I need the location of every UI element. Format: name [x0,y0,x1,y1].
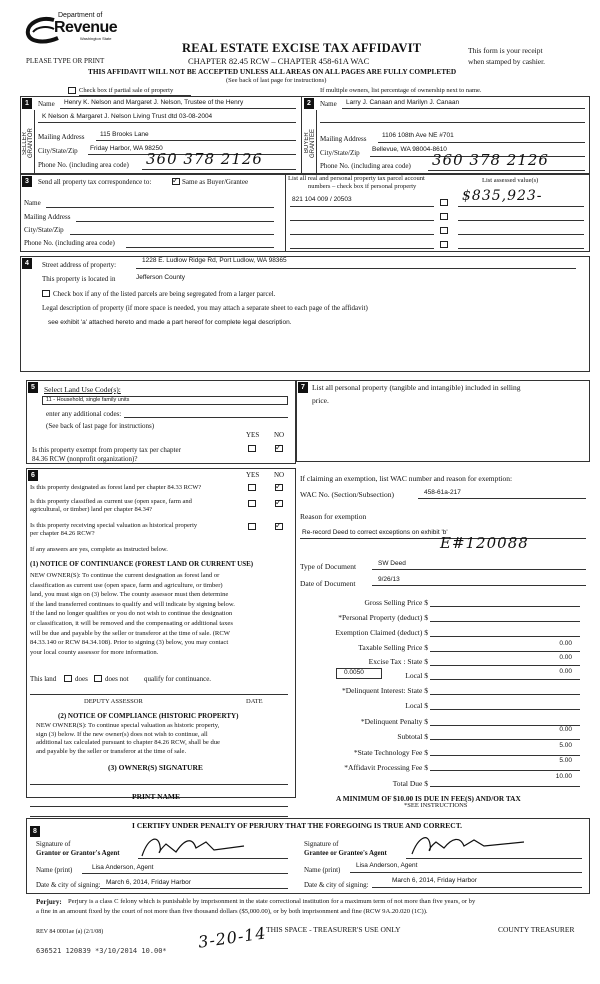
forest-yes-checkbox[interactable] [248,484,256,491]
legal-description: see exhibit 'a' attached hereto and made a part hereof for complete legal description. [48,319,292,326]
delinquent-local-label: Local $ [405,701,428,710]
corr-city-label: City/State/Zip [24,226,64,234]
seller-phone-label: Phone No. (including area code) [38,161,129,169]
personal-property-label-1: List all personal property (tangible and intangible) included in selling [312,383,521,392]
located-label: This property is located in [42,275,116,283]
notice-1-line: your local county assessor for more information. [30,648,159,656]
delinquent-state-label: *Delinquent Interest: State $ [341,686,428,695]
section-2-number: 2 [304,98,314,109]
grantee-date: March 6, 2014, Friday Harbor [392,877,477,884]
local-rate: 0.0050 [344,669,364,676]
tech-fee-label: *State Technology Fee $ [353,748,428,757]
if-yes-note: If any answers are yes, complete as instructed below. [30,546,168,553]
corr-mailing-label: Mailing Address [24,213,71,221]
notice-2-line: and payable by the seller or transferor at the time of sale. [36,747,187,755]
print-name: PRINT NAME [132,792,180,801]
buyer-phone-label: Phone No. (including area code) [320,162,411,170]
buyer-city: Bellevue, WA 98004-8610 [372,146,447,153]
grantor-sig-label-2: Grantor or Grantor's Agent [36,849,120,857]
section-3-number: 3 [22,176,32,187]
exemption-label: If claiming an exemption, list WAC number and reason for exemption: [300,474,513,483]
street-label: Street address of property: [42,261,117,269]
notice-1-line: if the land transferred continues to qualify and will indicate by signing below. [30,600,235,608]
form-chapter: CHAPTER 82.45 RCW – CHAPTER 458-61A WAC [188,56,370,66]
exempt-question-2: 84.36 RCW (nonprofit organization)? [32,455,138,463]
historic-question-2: per chapter 84.26 RCW? [30,530,95,537]
grantee-sig-label-1: Signature of [304,840,339,848]
corr-phone-label: Phone No. (including area code) [24,239,115,247]
deputy-date: DATE [246,698,263,705]
doc-type-label: Type of Document [300,562,357,571]
doc-date: 9/26/13 [378,576,400,583]
land-use-label: Select Land Use Code(s): [44,385,121,394]
buyer-city-label: City/State/Zip [320,149,360,157]
exemption-stamp: E#120088 [440,534,529,552]
proc-fee-value: 5.00 [559,757,572,764]
exemption-claimed-label: Exemption Claimed (deduct) $ [335,628,428,637]
reason-text: Re-record Deed to correct exceptions on exhibit 'b' [302,529,448,536]
notice-1-line: If the land no longer qualifies or you do not wish to continue the designation [30,610,233,618]
gross-label: Gross Selling Price $ [364,598,428,607]
wac-number: 458-61a-217 [424,489,461,496]
same-as-buyer-label: Same as Buyer/Grantee [182,178,249,186]
property-box [20,256,590,372]
delinquent-penalty-label: *Delinquent Penalty $ [360,717,428,726]
grantee-name: Lisa Anderson, Agent [356,862,418,869]
receipt-note-1: This form is your receipt [468,46,543,55]
street-address: 1228 E. Ludlow Ridge Rd, Port Ludlow, WA 98365 [142,257,287,264]
section-5-number: 5 [28,382,38,393]
notice-1-line: NEW OWNER(S): To continue the current designation as forest land or [30,572,220,579]
parcels-header-1: List all real and personal property tax parcel account [288,175,425,182]
same-as-buyer-check-icon: ✓ [172,176,179,185]
notice-2-line: additional tax calculated pursuant to chapter 84.26 RCW, shall be due [36,739,220,747]
section-1-number: 1 [22,98,32,109]
doc-type: SW Deed [378,560,406,567]
partial-sale-checkbox[interactable] [68,87,76,94]
seller-name: Henry K. Nelson and Margaret J. Nelson, Trustee of the Henry [64,99,244,106]
does-not-checkbox[interactable] [94,675,102,682]
notice-1-line: classification as current use (open space, farm and agriculture, or timber) [30,581,223,589]
taxable-label: Taxable Selling Price $ [358,643,428,652]
deputy-assessor: DEPUTY ASSESSOR [84,698,143,705]
notice-2-body [36,722,220,756]
wac-label: WAC No. (Section/Subsection) [300,490,394,499]
owners-signature: (3) OWNER(S) SIGNATURE [108,763,203,772]
seller-name-label: Name [38,100,55,108]
does-label: does [75,675,88,683]
form-title: REAL ESTATE EXCISE TAX AFFIDAVIT [182,41,422,55]
seller-phone: 360 378 2126 [146,150,263,168]
seller-name-2: K Nelson & Margaret J. Nelson Living Trust dtd 03-08-2004 [42,113,213,120]
seller-city-label: City/State/Zip [38,147,78,155]
personal-property-label-2: price. [312,396,329,405]
grantee-name-label: Name (print) [304,866,341,874]
additional-codes-label: enter any additional codes: [46,410,122,418]
please-type: PLEASE TYPE OR PRINT [26,57,105,65]
certify-statement: I CERTIFY UNDER PENALTY OF PERJURY THAT THE FOREGOING IS TRUE AND CORRECT. [132,821,463,830]
assessed-value: $835,923- [462,188,543,204]
section-6-number: 6 [28,470,38,481]
receipt-line: 636521 120839 *3/10/2014 10.00* [36,947,167,955]
sec5-no: NO [274,431,285,439]
personal-property-box [296,380,590,462]
sec5-yes: YES [246,431,260,439]
grantor-date-label: Date & city of signing: [36,881,101,889]
grantor-date: March 6, 2014, Friday Harbor [106,879,191,886]
logo [24,10,124,58]
county-treasurer: COUNTY TREASURER [498,925,575,934]
perjury-label: Perjury: [36,898,62,906]
land-use-see-back: (See back of last page for instructions) [46,422,155,430]
total-value: 10.00 [555,773,572,780]
buyer-name: Larry J. Canaan and Marilyn J. Canaan [346,99,460,106]
rev-number: REV 84 0001ae (a) (2/1/08) [36,929,104,935]
segregated-checkbox[interactable] [42,290,50,297]
local-label: Local $ [405,671,428,680]
buyer-side-label: BUYER GRANTEE [304,128,316,158]
this-land-label: This land [30,675,57,683]
section-4-number: 4 [22,258,32,269]
minimum-fee: A MINIMUM OF $10.00 IS DUE IN FEE(S) AND/OR TAX [336,794,521,803]
historic-yes-checkbox[interactable] [248,523,256,530]
segregated-label: Check box if any of the listed parcels are being segregated from a larger parcel. [53,290,276,298]
see-back: (See back of last page for instructions) [226,77,327,84]
receipt-note-2: when stamped by cashier. [468,57,546,66]
logo-word: Revenue [54,19,118,36]
notice-1-line: land, you must sign on (3) below. The county assessor must then determine [30,591,229,599]
logo-dept: Department of [58,12,103,19]
seller-mailing: 115 Brooks Lane [100,131,149,138]
proc-fee-label: *Affidavit Processing Fee $ [344,763,428,772]
multiple-owners: If multiple owners, list percentage of ownership next to name. [320,87,482,94]
subtotal-value: 0.00 [559,726,572,733]
qualify-label: qualify for continuance. [144,675,212,683]
grantor-name-label: Name (print) [36,866,73,874]
grantee-sig-label-2: Grantee or Grantee's Agent [304,849,387,857]
buyer-name-label: Name [320,100,337,108]
handwritten-date: 3-20-14 [196,923,268,952]
personal-property-checkbox-2[interactable] [440,213,448,220]
grantor-sig-label-1: Signature of [36,840,71,848]
personal-property-checkbox-4[interactable] [440,241,448,248]
doc-date-label: Date of Document [300,579,356,588]
seller-side-label: SELLER GRANTOR [22,128,34,158]
personal-property-checkbox-1[interactable] [440,199,448,206]
notice-2-title: (2) NOTICE OF COMPLIANCE (HISTORIC PROPERTY) [58,712,239,720]
notice-1-line: 84.33.140 or RCW 84.34.108). Prior to signing (3) below, you may contact [30,639,229,647]
notice-2-line: sign (3) below. If the new owner(s) does not wish to continue, all [36,730,208,738]
current-use-question-2: agricultural, or timber) land per chapter 84.34? [30,506,153,513]
treasurer-use: THIS SPACE - TREASURER'S USE ONLY [266,925,401,934]
notice-1-body [30,571,235,657]
does-not-label: does not [105,675,129,683]
seller-mailing-label: Mailing Address [38,133,85,141]
notice-1-line: will be due and payable by the seller or transferor at the time of sale. (RCW [30,629,230,637]
current-use-question-1: Is this property classified as current use (open space, farm and [30,498,192,505]
parcels-header-2: numbers – check box if personal property [308,183,417,190]
legal-label: Legal description of property (if more space is needed, you may attach a separate sheet to each page of the affidavit) [42,304,368,312]
sec6-no: NO [274,471,285,479]
historic-question-1: Is this property receiving special valuation as historical property [30,522,198,529]
notice-2-line: NEW OWNER(S): To continue special valuation as historic property, [36,722,220,729]
grantee-signature-icon [408,830,528,858]
notice-1-line: or classification, it will be removed and the compensating or additional taxes [30,619,233,627]
personal-property-checkbox-3[interactable] [440,227,448,234]
section-7-number: 7 [298,382,308,393]
grantor-name: Lisa Anderson, Agent [92,864,154,871]
forest-question: Is this property designated as forest land per chapter 84.33 RCW? [30,484,202,491]
assessed-header: List assessed value(s) [482,177,539,184]
reason-label: Reason for exemption [300,512,367,521]
taxable-value: 0.00 [559,640,572,647]
buyer-mailing-label: Mailing Address [320,135,367,143]
perjury-line-2: a fine in an amount fixed by the court of not more than five thousand dollars ($5,000.00), or by both imprisonment and fine (RCW 9A.20.020 (1C)). [36,908,428,915]
partial-sale-label: Check box if partial sale of property [79,87,174,94]
personal-label: *Personal Property (deduct) $ [338,613,428,622]
current-use-yes-checkbox[interactable] [248,500,256,507]
land-use-code: 11 - Household, single family units [46,397,130,403]
see-instructions: *SEE INSTRUCTIONS [404,802,468,809]
current-use-no-check-icon: ✓ [275,498,282,507]
forest-no-check-icon: ✓ [275,482,282,491]
buyer-phone: 360 378 2126 [432,151,549,169]
does-checkbox[interactable] [64,675,72,682]
exempt-no-check-icon: ✓ [275,443,282,452]
local-value: 0.00 [559,668,572,675]
notice-1-title: (1) NOTICE OF CONTINUANCE (FOREST LAND OR CURRENT USE) [30,560,254,568]
excise-state-label: Excise Tax : State $ [368,657,428,666]
seller-city: Friday Harbor, WA 98250 [90,145,163,152]
historic-no-check-icon: ✓ [275,521,282,530]
grantee-date-label: Date & city of signing: [304,881,369,889]
excise-state-value: 0.00 [559,654,572,661]
corr-name-label: Name [24,199,41,207]
perjury-line-1: Perjury is a class C felony which is punishable by imprisonment in the state correctional institution for a maximum term of not more than five years, or by [68,898,476,905]
total-label: Total Due $ [392,779,428,788]
exempt-yes-checkbox[interactable] [248,445,256,452]
tech-fee-value: 5.00 [559,742,572,749]
parcel-number: 821 104 009 / 20503 [292,196,352,203]
correspondence-label: Send all property tax correspondence to: [38,178,152,186]
buyer-mailing: 1106 108th Ave NE #701 [382,132,454,139]
logo-state: Washington State [80,36,112,41]
grantor-signature-icon [136,832,246,860]
sec6-yes: YES [246,471,260,479]
warning: THIS AFFIDAVIT WILL NOT BE ACCEPTED UNLESS ALL AREAS ON ALL PAGES ARE FULLY COMPLETED [88,67,457,76]
subtotal-label: Subtotal $ [397,732,428,741]
exempt-question-1: Is this property exempt from property tax per chapter [32,446,181,454]
county: Jefferson County [136,274,186,281]
section-8-number: 8 [30,826,40,837]
